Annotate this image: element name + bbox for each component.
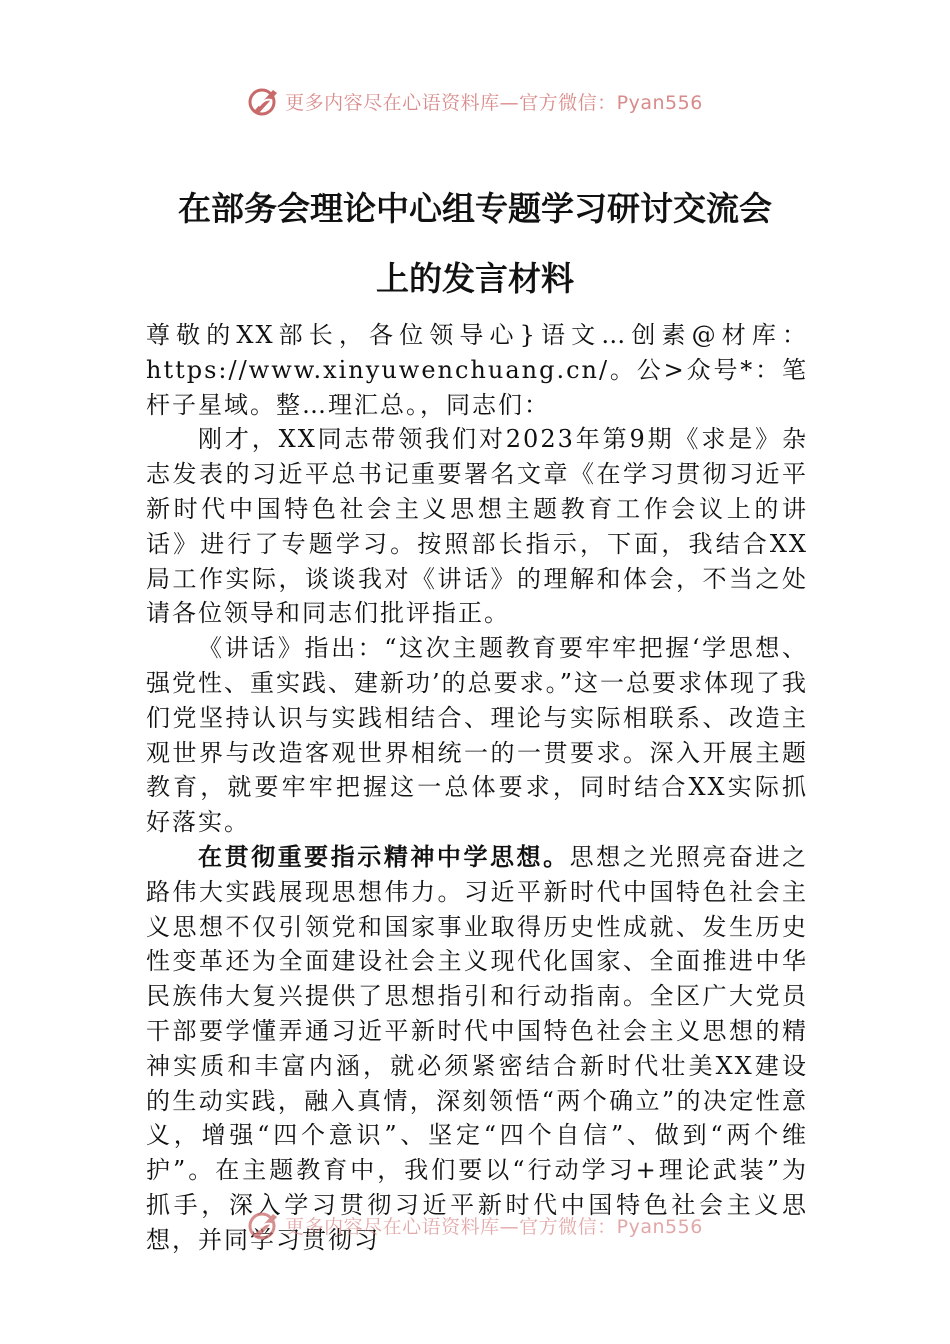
document-title-line-2: 上的发言材料: [376, 259, 574, 298]
paragraph-text: 思想之光照亮奋进之路伟大实践展现思想伟力。习近平新时代中国特色社会主义思想不仅引领党和国家事业取得历史性成就、发生历史性变革还为全面建设社会主义现代化国家、全面推进中华民族伟大复兴提供了思想指引和行动指南。全区广大党员干部要学懂弄通习近平新时代中国特色社会主义思想的精神实质和丰富内涵，就必须紧密结合新时代壮美XX建设的生动实践，融入真情，深刻领悟“两个确立”的决定性意义，增强“四个意识”、坚定“四个自信”、做到“两个维护”。在主题教育中，我们要以“行动学习+理论武装”为抓手，深入学习贯彻习近平新时代中国特色社会主义思想，并同学习贯彻习: [146, 842, 809, 1254]
document-title-line-1: 在部务会理论中心组专题学习研讨交流会: [178, 189, 772, 228]
watermark-top: [0, 84, 950, 118]
paragraph-study-thought: [146, 840, 808, 1258]
pen-logo-icon: [247, 1208, 281, 1242]
watermark-text: 更多内容尽在心语资料库—官方微信：Pyan556: [285, 91, 703, 114]
document-body: [146, 318, 808, 1258]
watermark-text: 更多内容尽在心语资料库—官方微信：Pyan556: [285, 1215, 703, 1238]
paragraph-salutation: [146, 318, 808, 422]
pen-logo-icon: [247, 84, 281, 118]
paragraph-requirement: [146, 631, 808, 840]
paragraph-lead-heading: 在贯彻重要指示精神中学思想。: [198, 841, 570, 871]
paragraph-text: 《讲话》指出：“这次主题教育要牢牢把握‘学思想、强党性、重实践、建新功’的总要求。”这一总要求体现了我们党坚持认识与实践相结合、理论与实际相联系、改造主观世界与改造客观世界相统一的一贯要求。深入开展主题教育，就要牢牢把握这一总体要求，同时结合XX实际抓好落实。: [146, 634, 808, 837]
paragraph-intro: [146, 422, 808, 631]
paragraph-text: 尊敬的XX部长，各位领导心}语文…创素@材库：https://www.xinyuwenchuang.cn/。公>众号*：笔杆子星域。整…理汇总。，同志们：: [146, 321, 808, 419]
watermark-bottom: [0, 1208, 950, 1242]
paragraph-text: 刚才，XX同志带领我们对2023年第9期《求是》杂志发表的习近平总书记重要署名文章《在学习贯彻习近平新时代中国特色社会主义思想主题教育工作会议上的讲话》进行了专题学习。按照部长指示，下面，我结合XX局工作实际，谈谈我对《讲话》的理解和体会，不当之处请各位领导和同志们批评指正。: [146, 425, 808, 628]
